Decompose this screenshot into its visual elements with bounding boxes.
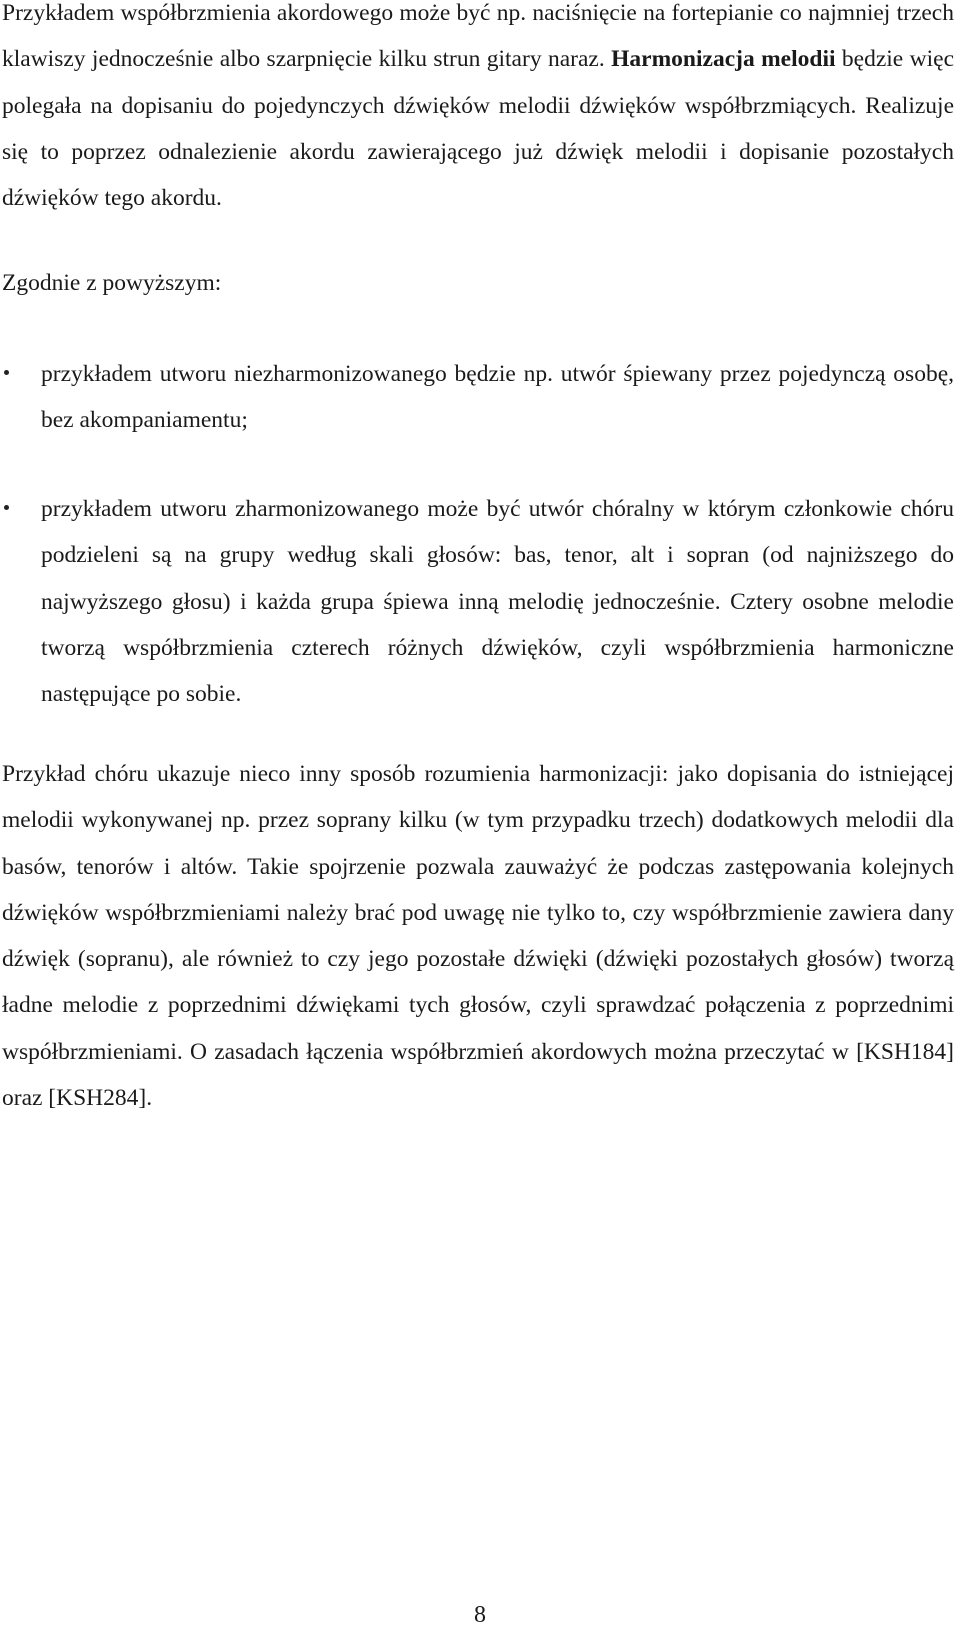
paragraph-text: będzie więc polegała na dopisaniu do pojedynczych dźwięków melodii dźwięków współbrzmiących. Realizuje się to poprzez odnalezienie akordu zawierającego już dźwięk melodii i dopisanie pozostałych dźwięków tego akordu.: [2, 46, 955, 212]
bullet-icon: [4, 505, 9, 510]
page-number: 8: [474, 1602, 486, 1628]
paragraph-zgodnie: Zgodnie z powyższym:: [2, 270, 222, 296]
paragraph-przyklad-choru: Przykład chóru ukazuje nieco inny sposób rozumienia harmonizacji: jako dopisania do istniejącej melodii wykonywanej np. przez soprany kilku (w tym przypadku trzech) dodatkowych melodii dla basów, tenorów i altów. Takie spojrzenie pozwala zauważyć że podczas zastępowania kolejnych dźwięków współbrzmieniami należy brać pod uwagę nie tylko to, czy współbrzmienie zawiera dany dźwięk (sopranu), ale również to czy jego pozostałe dźwięki (dźwięki pozostałych głosów) tworzą ładne melodie z poprzednimi dźwiękami tych głosów, czyli sprawdzać połączenia z poprzednimi współbrzmieniami. O zasadach łączenia współbrzmień akordowych można przeczytać w [KSH184] oraz [KSH284].: [2, 761, 954, 1112]
bold-term-harmonizacja-melodii: Harmonizacja melodii: [611, 46, 836, 73]
list-item: przykładem utworu niezharmonizowanego będzie np. utwór śpiewany przez pojedynczą osobę, bez akompaniamentu;: [41, 361, 954, 434]
paragraph-harmonizacja: [2, 0, 954, 221]
bullet-icon: [4, 370, 9, 375]
list-item: przykładem utworu zharmonizowanego może być utwór chóralny w którym członkowie chóru podzieleni są na grupy według skali głosów: bas, tenor, alt i sopran (od najniższego do najwyższego głosu) i każda grupa śpiewa inną melodię jednocześnie. Cztery osobne melodie tworzą współbrzmienia czterech różnych dźwięków, czyli współbrzmienia harmoniczne następujące po sobie.: [41, 496, 954, 708]
paragraph-text: Przykładem współbrzmienia akordowego może być np. naciśnięcie na fortepianie co najmniej trzech klawiszy jednocześnie albo szarpnięcie kilku strun gitary naraz.: [2, 0, 954, 73]
